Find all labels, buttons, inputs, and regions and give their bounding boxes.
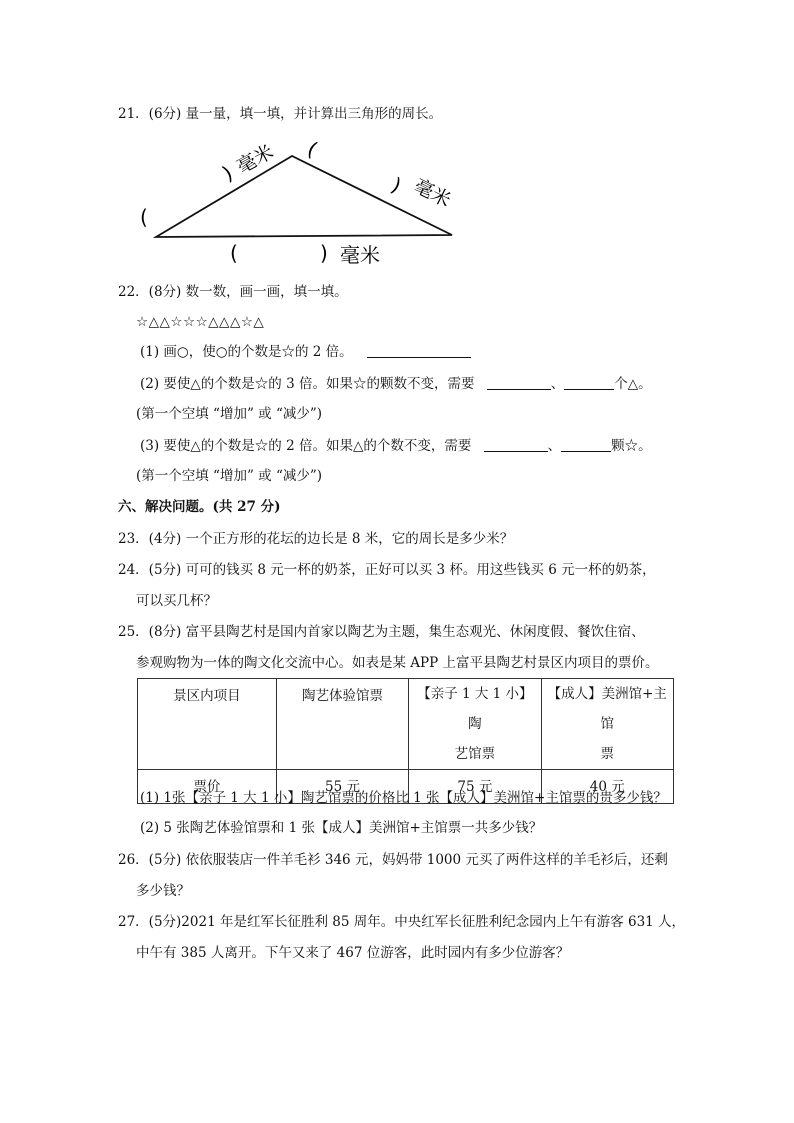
q22-part3-blank1[interactable]: [484, 437, 548, 452]
table-cell-price: 75 元: [409, 770, 541, 804]
q22-part2: [140, 374, 652, 394]
table-cell-price: 55 元: [276, 770, 408, 804]
table-header-cell-line2: 艺馆票: [454, 746, 496, 762]
table-header-cell: [541, 679, 673, 770]
q26-line2: 多少钱？: [136, 883, 190, 899]
q21-bottom-paren-open: (: [230, 241, 238, 265]
table-header-cell-line2: 票: [600, 746, 615, 762]
q24-line1: 24．(5分) 可可的钱买 8 元一杯的奶茶，正好可以买 3 杯。用这些钱买 6 元一杯的奶茶，: [118, 562, 656, 578]
q21-bottom-unit: 毫米: [340, 243, 380, 267]
q24-line2: 可以买几杯？: [136, 593, 217, 609]
q22-part1-answer-blank[interactable]: [367, 343, 471, 358]
q21-right-paren-close: ): [387, 172, 405, 198]
triangle-shape: [156, 156, 455, 237]
q25-part2: (2) 5 张陶艺体验馆票和 1 张【成人】美洲馆+主馆票一共多少钱？: [140, 820, 543, 836]
table-header-cell: 景区内项目: [138, 679, 277, 770]
table-header-cell: [409, 679, 541, 770]
ticket-price-table: [137, 678, 674, 804]
q22-part3-end: 颗☆。: [611, 438, 652, 454]
q22-part3-sep: 、: [547, 438, 562, 454]
q22-title: 22．(8分) 数一数，画一画，填一填。: [118, 284, 348, 300]
q21-left-paren-close: ): [218, 160, 237, 186]
q27-line1: 27．(5分)2021 年是红军长征胜利 85 周年。中央红军长征胜利纪念园内上午有游客 631 人，: [118, 914, 686, 930]
q22-part3-blank2[interactable]: [561, 437, 611, 452]
q21-bottom-paren-close: ): [320, 241, 328, 265]
q22-part2-note: (第一个空填 “增加” 或 “减少”): [136, 406, 323, 422]
q21-title: 21．(6分) 量一量，填一填，并计算出三角形的周长。: [118, 106, 443, 122]
table-header-cell-line1: 【亲子 1 大 1 小】陶: [417, 686, 533, 732]
q26-line1: 26．(5分) 依依服装店一件羊毛衫 346 元，妈妈带 1000 元买了两件这样的羊毛衫后，还剩: [118, 852, 668, 868]
triangle-figure: [130, 132, 470, 272]
table-cell-price: 40 元: [541, 770, 673, 804]
table-header-cell: 陶艺体验馆票: [276, 679, 408, 770]
q22-symbols: ☆△△☆☆☆△△△☆△: [136, 314, 265, 330]
q22-part3: [140, 436, 652, 456]
table-header-row: [138, 679, 674, 770]
section-six-heading: 六、解决问题。(共 27 分): [118, 499, 281, 515]
table-row-label: 票价: [138, 770, 277, 804]
q25-line1: 25．(8分) 富平县陶艺村是国内首家以陶艺为主题，集生态观光、休闲度假、餐饮住宿、: [118, 624, 645, 640]
q22-part2-end: 个△。: [614, 376, 652, 392]
q27-line2: 中午有 385 人离开。下午又来了 467 位游客，此时园内有多少位游客？: [136, 945, 570, 961]
q21-left-paren-open: (: [140, 205, 148, 229]
q22-part2-text: (2) 要使△的个数是☆的 3 倍。如果☆的颗数不变，需要: [140, 376, 475, 392]
q22-part3-note: (第一个空填 “增加” 或 “减少”): [136, 468, 323, 484]
q22-part2-blank2[interactable]: [564, 375, 614, 390]
table-header-cell-line1: 【成人】美洲馆+主馆: [547, 686, 667, 732]
q21-left-unit: 毫米: [233, 140, 278, 179]
q23-text: 23．(4分) 一个正方形的花坛的边长是 8 米，它的周长是多少米？: [118, 531, 514, 547]
q22-part2-blank1[interactable]: [487, 375, 551, 390]
q22-part2-sep: 、: [550, 376, 565, 392]
q22-part1: [140, 342, 471, 362]
q21-right-unit: 毫米: [410, 174, 455, 212]
q25-part1: (1) 1张【亲子 1 大 1 小】陶艺馆票的价格比 1 张【成人】美洲馆+主馆票的贵多少钱？: [140, 790, 667, 806]
q25-line2: 参观购物为一体的陶文化交流中心。如表是某 APP 上富平县陶艺村景区内项目的票价。: [136, 655, 659, 671]
q22-part1-text: (1) 画○，使○的个数是☆的 2 倍。: [140, 344, 353, 360]
q21-right-paren-open: (: [303, 136, 321, 162]
q22-part3-text: (3) 要使△的个数是☆的 2 倍。如果△的个数不变，需要: [140, 438, 472, 454]
